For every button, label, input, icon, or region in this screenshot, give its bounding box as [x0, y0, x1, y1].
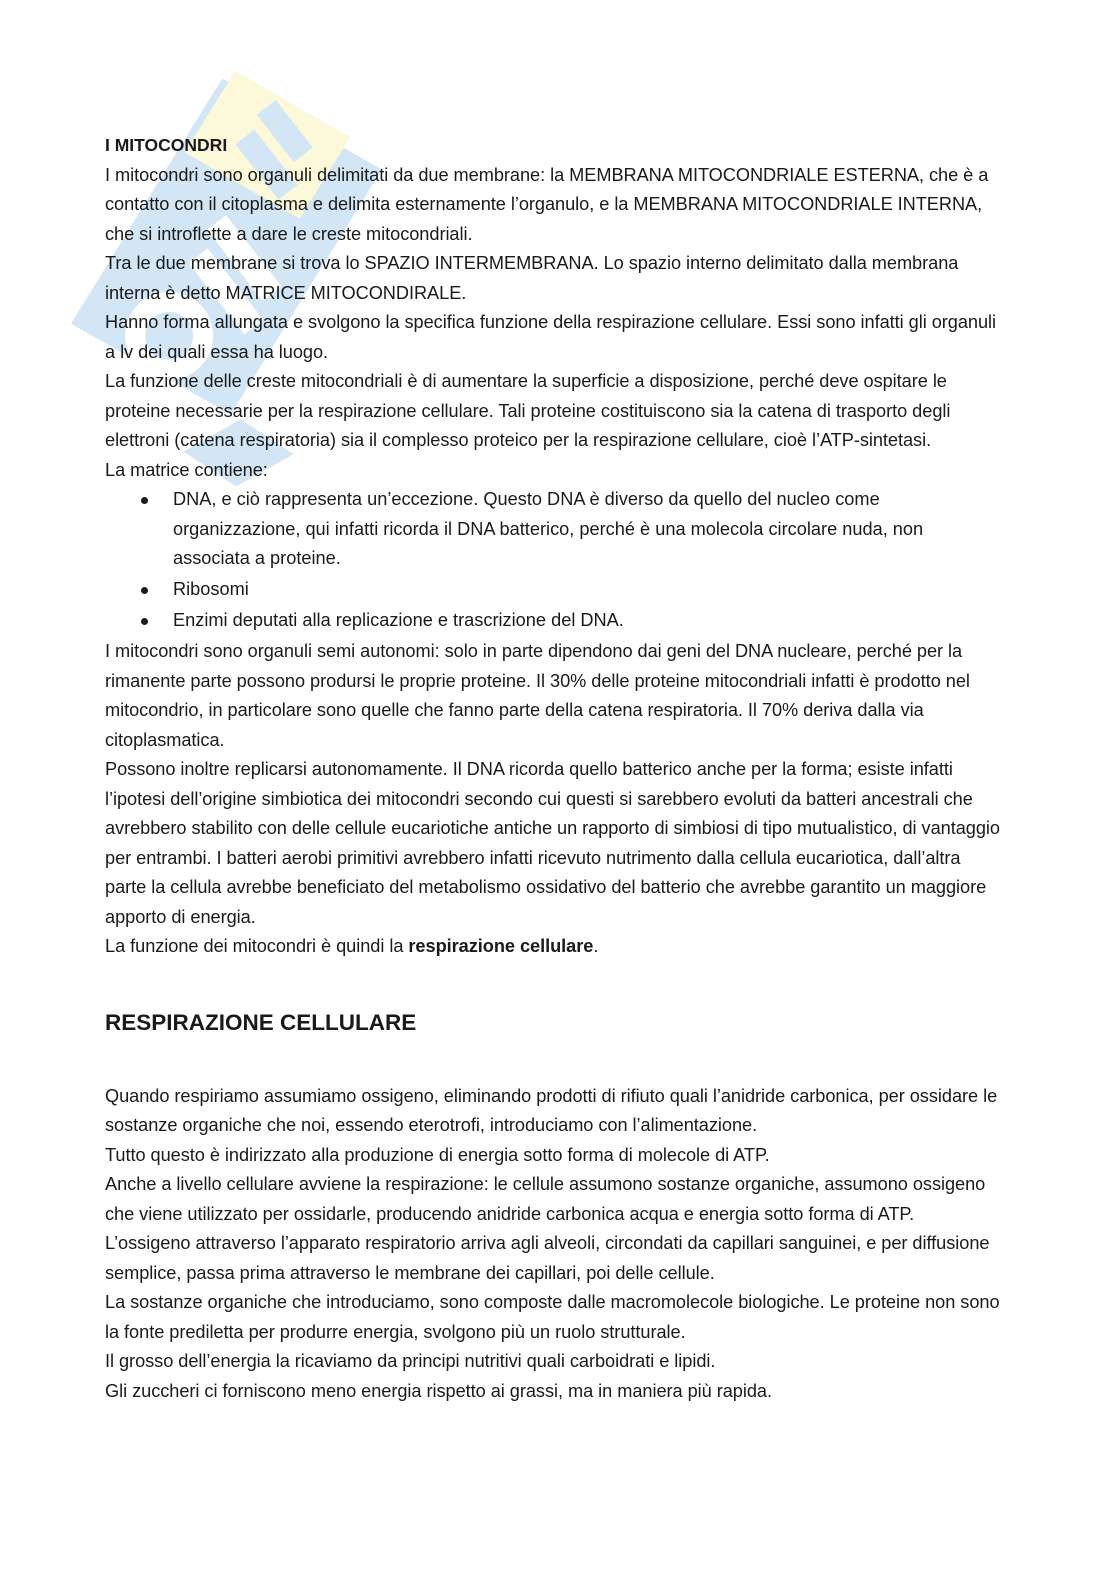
paragraph: Tutto questo è indirizzato alla produzione di energia sotto forma di molecole di ATP. — [105, 1144, 770, 1165]
bullet-icon — [141, 618, 148, 625]
list-item-text: DNA, e ciò rappresenta un’eccezione. Questo DNA è diverso da quello del nucleo come organizzazione, qui infatti ricorda il DNA batterico, perché è una molecola circolare nuda, non associata a proteine. — [173, 489, 924, 568]
document-page — [105, 131, 1005, 1406]
section-title-mitocondri: I MITOCONDRI — [105, 135, 228, 155]
paragraph: L’ossigeno attraverso l’apparato respiratorio arriva agli alveoli, circondati da capillari sanguinei, e per diffusione semplice, passa prima attraverso le membrane dei capillari, poi delle cellule. — [105, 1233, 990, 1283]
closing-punctuation: . — [593, 936, 599, 956]
paragraph: Tra le due membrane si trova lo SPAZIO INTERMEMBRANA. Lo spazio interno delimitato dalla membrana interna è detto MATRICE MITOCONDIRALE. — [105, 253, 959, 303]
matrix-contents-list — [105, 485, 1005, 636]
list-item-text: Enzimi deputati alla replicazione e trascrizione del DNA. — [173, 610, 624, 630]
paragraph: La sostanze organiche che introduciamo, sono composte dalle macromolecole biologiche. Le proteine non sono la fonte prediletta per produrre energia, svolgono più un ruolo strutturale. — [105, 1292, 1000, 1342]
paragraph: La matrice contiene: — [105, 459, 268, 480]
list-item — [105, 575, 1005, 605]
paragraph: Gli zuccheri ci forniscono meno energia rispetto ai grassi, ma in maniera più rapida. — [105, 1380, 772, 1401]
paragraph: La funzione delle creste mitocondriali è di aumentare la superficie a disposizione, perché deve ospitare le proteine necessarie per la respirazione cellulare. Tali proteine costituiscono sia la catena di trasporto degli elettroni (catena respiratoria) sia il complesso proteico per la respirazione cellulare, cioè l’ATP-sintetasi. — [105, 371, 951, 450]
bullet-icon — [141, 587, 148, 594]
list-item — [105, 606, 1005, 636]
bullet-icon — [141, 497, 148, 504]
list-item — [105, 485, 1005, 574]
list-item-text: Ribosomi — [173, 579, 249, 599]
paragraph: Hanno forma allungata e svolgono la specifica funzione della respirazione cellulare. Essi sono infatti gli organuli a lv dei quali essa ha luogo. — [105, 312, 997, 362]
paragraph: I mitocondri sono organuli delimitati da due membrane: la MEMBRANA MITOCONDRIALE ESTERNA, che è a contatto con il citoplasma e delimita esternamente l’organulo, e la MEMBRANA MITOCONDRIALE INTERNA, che si introflette a dare le creste mitocondriali. — [105, 164, 989, 244]
closing-paragraph — [105, 932, 1005, 962]
section-title-respirazione: RESPIRAZIONE CELLULARE — [105, 1009, 417, 1035]
paragraph: Quando respiriamo assumiamo ossigeno, eliminando prodotti di rifiuto quali l’anidride carbonica, per ossidare le sostanze organiche che noi, essendo eterotrofi, introduciamo con l’alimentazione. — [105, 1085, 998, 1135]
closing-text: La funzione dei mitocondri è quindi la — [105, 936, 409, 956]
closing-bold-term: respirazione cellulare — [408, 936, 594, 956]
paragraph: Possono inoltre replicarsi autonomamente. Il DNA ricorda quello batterico anche per la forma; esiste infatti l’ipotesi dell’origine simbiotica dei mitocondri secondo cui questi si sarebbero evoluti da batteri ancestrali che avrebbero stabilito con delle cellule eucariotiche antiche un rapporto di simbiosi di tipo mutualistico, di vantaggio per entrambi. I batteri aerobi primitivi avrebbero infatti ricevuto nutrimento dalla cellula eucariotica, dall’altra parte la cellula avrebbe beneficiato del metabolismo ossidativo del batterio che avrebbe garantito un maggiore apporto di energia. — [105, 759, 1000, 927]
paragraph: Il grosso dell’energia la ricaviamo da principi nutritivi quali carboidrati e lipidi. — [105, 1351, 716, 1371]
paragraph: Anche a livello cellulare avviene la respirazione: le cellule assumono sostanze organiche, assumono ossigeno che viene utilizzato per ossidarle, producendo anidride carbonica acqua e energia sotto forma di ATP. — [105, 1174, 986, 1224]
paragraph: I mitocondri sono organuli semi autonomi: solo in parte dipendono dai geni del DNA nucleare, perché per la rimanente parte possono prodursi le proprie proteine. Il 30% delle proteine mitocondriali infatti è prodotto nel mitocondrio, in particolare sono quelle che fanno parte della catena respiratoria. Il 70% deriva dalla via citoplasmatica. — [105, 641, 970, 750]
